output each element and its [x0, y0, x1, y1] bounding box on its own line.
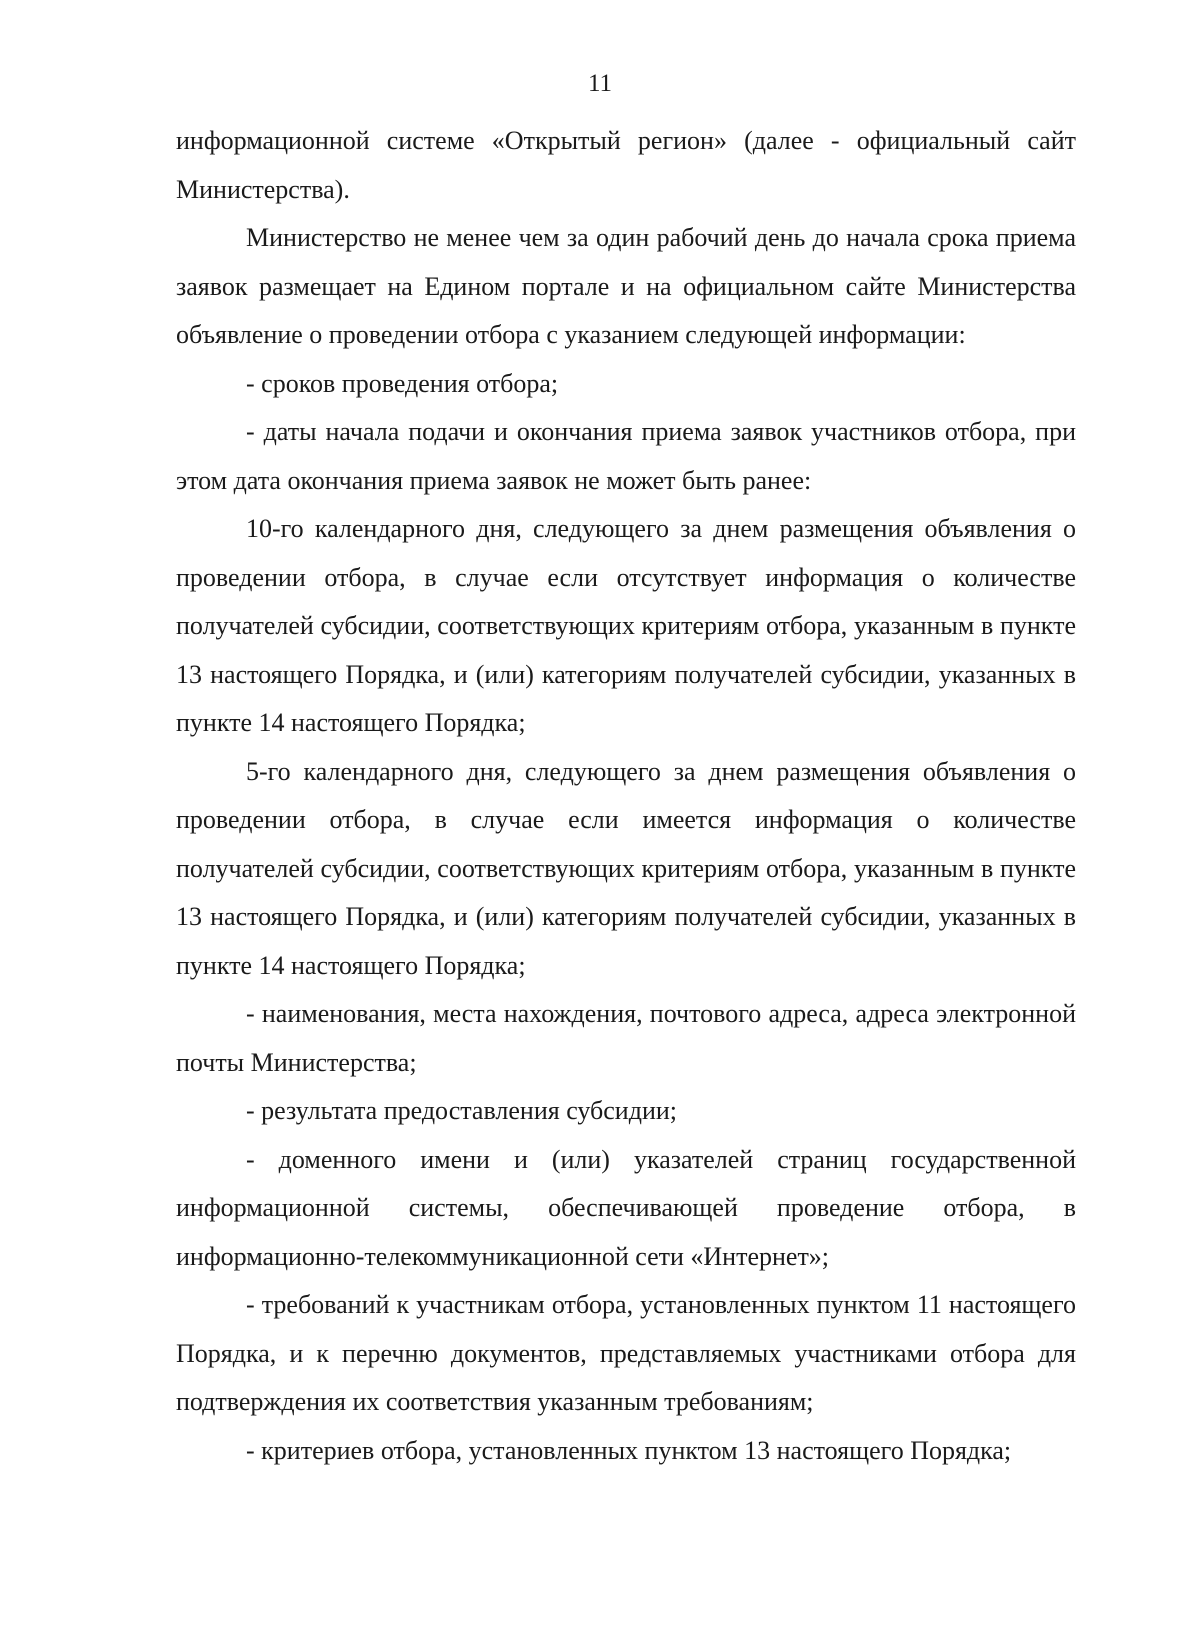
- page-number: 11: [587, 70, 613, 97]
- list-item-result: - результата предоставления субсидии;: [246, 1096, 678, 1125]
- paragraph-continuation: информационной системе «Открытый регион» (далее - официальный сайт Министерства).: [176, 126, 1076, 204]
- list-item-requirements: - требований к участникам отбора, установленных пунктом 11 настоящего Порядка, и к перечню документов, представляемых участниками отбора для подтверждения их соответствия указанным требованиям;: [176, 1290, 1076, 1416]
- paragraph-announcement: Министерство не менее чем за один рабочий день до начала срока приема заявок размещает на Едином портале и на официальном сайте Министерства объявление о проведении отбора с указанием следующей информации:: [176, 223, 1076, 349]
- document-body: [176, 117, 1076, 1475]
- list-item-domain: - доменного имени и (или) указателей страниц государственной информационной системы, обеспечивающей проведение отбора, в информационно-телекоммуникационной сети «Интернет»;: [176, 1144, 1076, 1271]
- list-item-contacts: - наименования, места нахождения, почтового адреса, адреса электронной почты Министерства;: [176, 999, 1076, 1077]
- paragraph-5th-day: 5-го календарного дня, следующего за днем размещения объявления о проведении отбора, в случае если имеется информация о количестве получателей субсидии, соответствующих критериям отбора, указанным в пункте 13 настоящего Порядка, и (или) категориям получателей субсидии, указанных в пункте 14 настоящего Порядка;: [176, 756, 1076, 980]
- list-item-terms: - сроков проведения отбора;: [246, 368, 559, 398]
- list-item-dates: - даты начала подачи и окончания приема заявок участников отбора, при этом дата окончания приема заявок не может быть ранее:: [176, 417, 1076, 495]
- paragraph-10th-day: 10-го календарного дня, следующего за днем размещения объявления о проведении отбора, в случае если отсутствует информация о количестве получателей субсидии, соответствующих критериям отбора, указанным в пункте 13 настоящего Порядка, и (или) категориям получателей субсидии, указанных в пункте 14 настоящего Порядка;: [176, 514, 1076, 737]
- list-item-criteria: - критериев отбора, установленных пунктом 13 настоящего Порядка;: [246, 1435, 1012, 1465]
